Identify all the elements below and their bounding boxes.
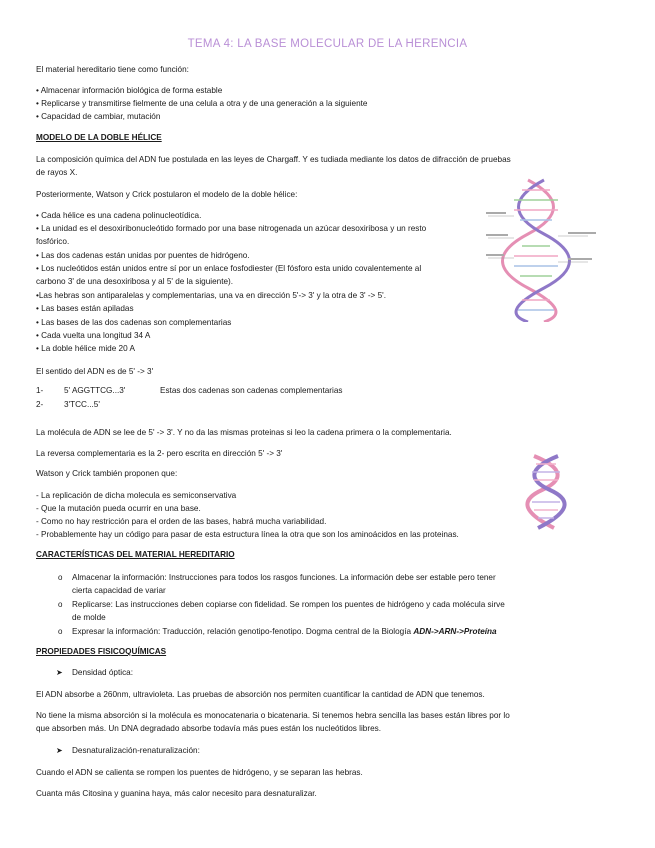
modelo-para: La molécula de ADN se lee de 5' -> 3'. Y no da las mismas proteinas si leo la cadena primera o la complementaria. (36, 428, 452, 437)
caracteristicas-item-text: Expresar la información: Traducción, relación genotipo-fenotipo. Dogma central de la Biología (72, 627, 414, 636)
seq-strand: 5' AGGTTCG...3' (64, 386, 126, 395)
list-bullet: o (58, 573, 63, 582)
seq-num: 2- (36, 400, 44, 409)
caracteristicas-item: cierta capacidad de variar (72, 586, 166, 595)
modelo-item: fosfórico. (36, 237, 70, 246)
caracteristicas-item: Almacenar la información: Instrucciones para todos los rasgos funciones. La información debe ser estable pero tener (72, 573, 496, 582)
arrow-bullet-icon: ➤ (56, 668, 63, 677)
modelo-para: Watson y Crick también proponen que: (36, 469, 178, 478)
dna-helix-image (514, 454, 578, 530)
modelo-item: - La replicación de dicha molecula es semiconservativa (36, 491, 237, 500)
modelo-item: - Como no hay restricción para el orden de las bases, habrá mucha variabilidad. (36, 517, 327, 526)
seq-strand: 3'TCC...5' (64, 400, 100, 409)
propiedades-para: El ADN absorbe a 260nm, ultravioleta. Las pruebas de absorción nos permiten cuantificar la cantidad de ADN que tenemos. (36, 690, 485, 699)
intro-lead: El material hereditario tiene como función: (36, 65, 189, 74)
propiedades-para: No tiene la misma absorción si la molécula es monocatenaria o bicatenaria. Si tenemos hebra sencilla las bases están libres por lo (36, 711, 510, 720)
modelo-item: • Las dos cadenas están unidas por puentes de hidrógeno. (36, 251, 250, 260)
propiedades-subheading: Densidad óptica: (72, 668, 133, 677)
section-heading-propiedades: PROPIEDADES FISICOQUÍMICAS (36, 647, 167, 656)
modelo-item: carbono 3' de una desoxiribosa y al 5' de la siguiente). (36, 277, 234, 286)
modelo-item: • Las bases de las dos cadenas son complementarias (36, 318, 232, 327)
modelo-item: • La doble hélice mide 20 A (36, 344, 135, 353)
modelo-para: de rayos X. (36, 168, 78, 177)
modelo-item: • Cada hélice es una cadena polinucleotídica. (36, 211, 202, 220)
modelo-item: • Cada vuelta una longitud 34 A (36, 331, 151, 340)
section-heading-modelo: MODELO DE LA DOBLE HÉLICE (36, 133, 162, 142)
propiedades-para: que absorben más. Un DNA degradado absorbe todavía más pues están los nucleótidos libres. (36, 724, 381, 733)
seq-note: Estas dos cadenas son cadenas complementarias (160, 386, 343, 395)
dna-double-helix-diagram (484, 176, 604, 322)
modelo-item: • Los nucleótidos están unidos entre sí por un enlace fosfodiester (El fósforo esta unido covalentemente al (36, 264, 422, 273)
intro-item: • Almacenar información biológica de forma estable (36, 86, 223, 95)
modelo-item: - Probablemente hay un código para pasar de esta estructura línea la otra que son los aminoácidos en las proteinas. (36, 530, 459, 539)
propiedades-subheading: Desnaturalización-renaturalización: (72, 746, 200, 755)
page-title: TEMA 4: LA BASE MOLECULAR DE LA HERENCIA (187, 38, 468, 50)
caracteristicas-item (72, 625, 497, 639)
caracteristicas-item: Replicarse: Las instrucciones deben copiarse con fidelidad. Se rompen los puentes de hidrógeno y cada molécula sirve (72, 600, 505, 609)
propiedades-para: Cuanta más Citosina y guanina haya, más calor necesito para desnaturalizar. (36, 789, 317, 798)
modelo-para: La composición química del ADN fue postulada en las leyes de Chargaff. Y es tudiada mediante los datos de difracción de pruebas (36, 155, 511, 164)
section-heading-caracteristicas: CARACTERÍSTICAS DEL MATERIAL HEREDITARIO (36, 550, 235, 559)
modelo-item: •Las hebras son antiparalelas y complementarias, una va en dirección 5'-> 3' y la otra de 3' -> 5'. (36, 291, 387, 300)
intro-item: • Replicarse y transmitirse fielmente de una celula a otra y de una generación a la siguiente (36, 99, 368, 108)
dogma-emphasis: ADN->ARN->Proteína (413, 627, 497, 636)
intro-item: • Capacidad de cambiar, mutación (36, 112, 161, 121)
arrow-bullet-icon: ➤ (56, 746, 63, 755)
modelo-para: La reversa complementaria es la 2- pero escrita en dirección 5' -> 3' (36, 449, 283, 458)
seq-num: 1- (36, 386, 44, 395)
list-bullet: o (58, 600, 63, 609)
caracteristicas-item: de molde (72, 613, 106, 622)
modelo-item: • Las bases están apiladas (36, 304, 134, 313)
modelo-sentido: El sentido del ADN es de 5' -> 3' (36, 367, 154, 376)
modelo-item: • La unidad es el desoxiribonucleótido formado por una base nitrogenada un azúcar desoxiribosa y un resto (36, 224, 427, 233)
modelo-para: Posteriormente, Watson y Crick postularon el modelo de la doble hélice: (36, 190, 298, 199)
modelo-item: - Que la mutación pueda ocurrir en una base. (36, 504, 201, 513)
list-bullet: o (58, 627, 63, 636)
propiedades-para: Cuando el ADN se calienta se rompen los puentes de hidrógeno, y se separan las hebras. (36, 768, 363, 777)
